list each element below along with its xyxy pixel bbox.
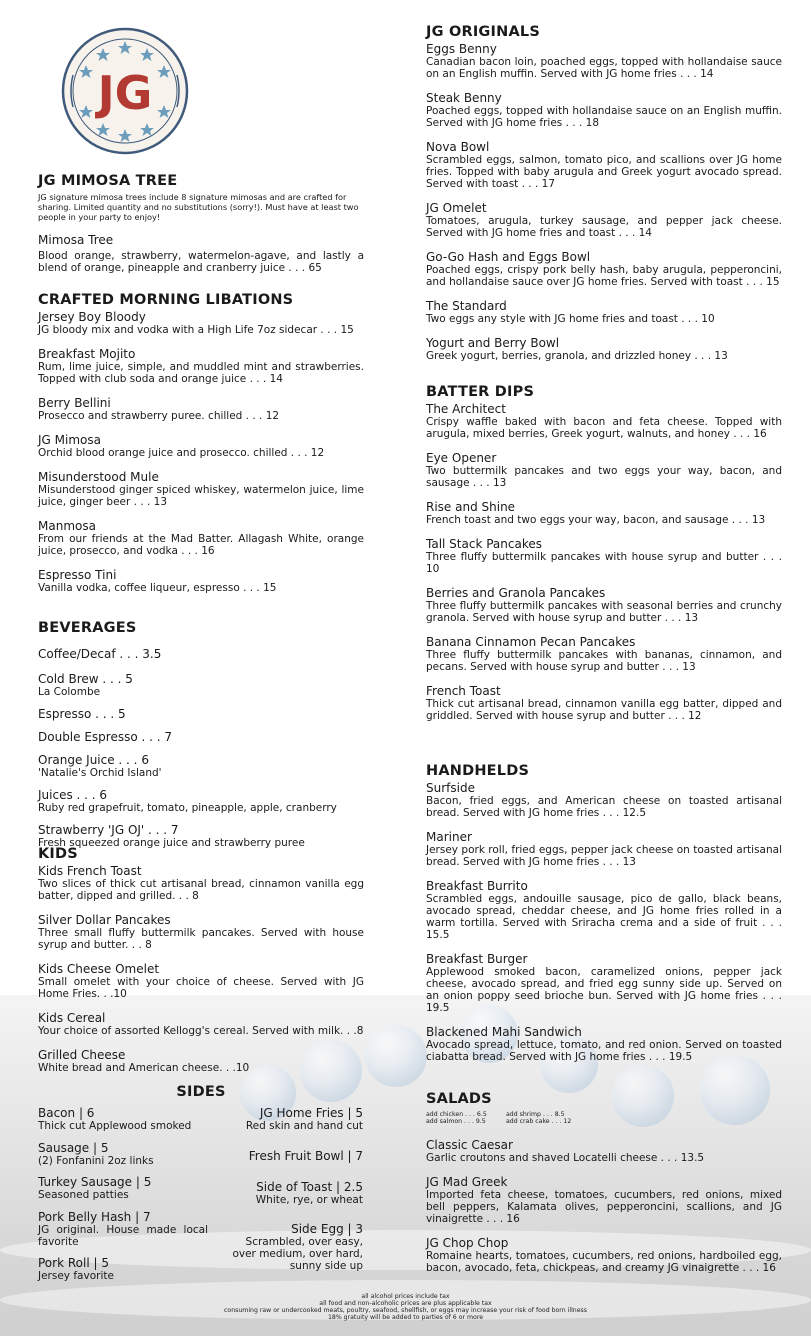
kids-section <box>38 846 364 1086</box>
salad-addons <box>426 1111 782 1125</box>
item-description: Jersey pork roll, fried eggs, pepper jack cheese on toasted artisanal bread. Served with JG home fries . . . 13 <box>426 844 782 868</box>
item-name: Banana Cinnamon Pecan Pancakes <box>426 635 636 649</box>
footer-line: all alcohol prices include tax <box>361 1293 450 1300</box>
item-description: Misunderstood ginger spiced whiskey, watermelon juice, lime juice, ginger beer . . . 13 <box>38 484 364 508</box>
menu-item <box>426 501 782 526</box>
item-description: Your choice of assorted Kellogg's cereal. Served with milk. . .8 <box>38 1025 364 1037</box>
menu-item <box>38 754 364 779</box>
item-name: Strawberry 'JG OJ' . . . 7 <box>38 823 179 837</box>
item-description: Blood orange, strawberry, watermelon-agave, and lastly a blend of orange, pineapple and cranberry juice . . . 65 <box>38 250 364 274</box>
item-name: Sausage | 5 <box>38 1141 109 1155</box>
footer-notes <box>0 1293 811 1321</box>
item-name: Turkey Sausage | 5 <box>38 1175 152 1189</box>
menu-item <box>426 43 782 80</box>
item-description: Tomatoes, arugula, turkey sausage, and pepper jack cheese. Served with JG home fries and toast . . . 14 <box>426 215 782 239</box>
addon-item: add chicken . . . 6.5 <box>426 1111 487 1118</box>
item-name: The Standard <box>426 299 507 313</box>
menu-item <box>426 831 782 868</box>
section-title: HANDHELDS <box>426 763 530 779</box>
item-description: Vanilla vodka, coffee liqueur, espresso . . . 15 <box>38 582 277 594</box>
footer-line: consuming raw or undercooked meats, poultry, seafood, shellfish, or eggs may increase your risk of food born illness <box>224 1307 587 1314</box>
item-name: Juices . . . 6 <box>38 788 108 802</box>
item-name: Kids Cereal <box>38 1011 106 1025</box>
item-description: Thick cut Applewood smoked <box>38 1120 192 1132</box>
menu-item <box>426 587 782 624</box>
item-name: Berry Bellini <box>38 396 111 410</box>
item-name: Coffee/Decaf . . . 3.5 <box>38 647 162 661</box>
item-name: Steak Benny <box>426 91 502 105</box>
item-name: Manmosa <box>38 519 96 533</box>
menu-item <box>38 963 364 1000</box>
menu-item <box>38 731 364 744</box>
section-title: CRAFTED MORNING LIBATIONS <box>38 292 294 308</box>
item-description: Three small fluffy buttermilk pancakes. Served with house syrup and butter. . . 8 <box>38 927 364 951</box>
side-item <box>183 1107 363 1132</box>
menu-item <box>426 300 782 325</box>
menu-item <box>426 1026 782 1063</box>
originals-section <box>426 24 782 374</box>
menu-item <box>38 569 364 594</box>
item-description: Three fluffy buttermilk pancakes with house syrup and butter . . . 10 <box>426 551 782 575</box>
item-description: Imported feta cheese, tomatoes, cucumbers, red onions, mixed bell peppers, Kalamata olives, pepperoncini, scallions, and JG vinaigrette . . . 16 <box>426 1189 782 1225</box>
item-name: Berries and Granola Pancakes <box>426 586 606 600</box>
section-title: JG ORIGINALS <box>426 24 540 40</box>
beverages-section <box>38 620 364 861</box>
item-name: Pork Roll | 5 <box>38 1256 109 1270</box>
item-description: Orchid blood orange juice and prosecco. chilled . . . 12 <box>38 447 325 459</box>
item-description: Ruby red grapefruit, tomato, pineapple, apple, cranberry <box>38 802 337 814</box>
item-name: The Architect <box>426 402 506 416</box>
item-name: Kids French Toast <box>38 864 142 878</box>
menu-item <box>38 234 364 274</box>
item-description: 'Natalie's Orchid Island' <box>38 767 162 779</box>
item-name: French Toast <box>426 684 501 698</box>
side-item <box>183 1150 363 1163</box>
item-description: Greek yogurt, berries, granola, and drizzled honey . . . 13 <box>426 350 728 362</box>
item-description: French toast and two eggs your way, bacon, and sausage . . . 13 <box>426 514 766 526</box>
libations-section <box>38 292 364 606</box>
item-description: Bacon, fried eggs, and American cheese on toasted artisanal bread. Served with JG home fries . . . 12.5 <box>426 795 782 819</box>
item-name: Orange Juice . . . 6 <box>38 753 149 767</box>
item-name: Eggs Benny <box>426 42 497 56</box>
menu-item <box>426 337 782 362</box>
section-title: SALADS <box>426 1091 492 1107</box>
batter-dips-section <box>426 384 782 734</box>
menu-item <box>38 520 364 557</box>
menu-item <box>38 1049 364 1074</box>
item-description: Two slices of thick cut artisanal bread, cinnamon vanilla egg batter, dipped and grilled. . . 8 <box>38 878 364 902</box>
section-title: SIDES <box>176 1084 226 1100</box>
item-name: Mariner <box>426 830 472 844</box>
item-description: (2) Fonfanini 2oz links <box>38 1155 154 1167</box>
item-description: White, rye, or wheat <box>255 1194 363 1206</box>
menu-item <box>426 452 782 489</box>
menu-item <box>426 953 782 1014</box>
item-name: Double Espresso . . . 7 <box>38 730 173 744</box>
item-name: Silver Dollar Pancakes <box>38 913 171 927</box>
item-name: JG Mad Greek <box>426 1175 508 1189</box>
menu-item <box>426 685 782 722</box>
side-item <box>183 1181 363 1206</box>
item-description: Two eggs any style with JG home fries and toast . . . 10 <box>426 313 715 325</box>
menu-item <box>38 1012 364 1037</box>
item-description: Scrambled eggs, salmon, tomato pico, and scallions over JG home fries. Topped with baby arugula and Greek yogurt avocado spread. Served with toast . . . 17 <box>426 154 782 190</box>
item-description: Three fluffy buttermilk pancakes with bananas, cinnamon, and pecans. Served with house syrup and butter . . . 13 <box>426 649 782 673</box>
section-title: KIDS <box>38 846 78 862</box>
item-description: Crispy waffle baked with bacon and feta cheese. Topped with arugula, mixed berries, Greek yogurt, walnuts, and honey . . . 16 <box>426 416 782 440</box>
item-name: Breakfast Burrito <box>426 879 528 893</box>
jg-logo-graphic <box>61 27 189 155</box>
menu-item <box>38 708 364 721</box>
item-description: Red skin and hand cut <box>245 1120 363 1132</box>
item-description: Romaine hearts, tomatoes, cucumbers, red onions, hardboiled egg, bacon, avocado, feta, chickpeas, and creamy JG vinaigrette . . . 16 <box>426 1250 782 1274</box>
item-name: Rise and Shine <box>426 500 516 514</box>
section-title: BEVERAGES <box>38 620 137 636</box>
footer-line: all food and non-alcoholic prices are plus applicable tax <box>319 1300 492 1307</box>
item-name: Side of Toast | 2.5 <box>256 1180 363 1194</box>
menu-item <box>426 636 782 673</box>
addon-item: add crab cake . . . 12 <box>506 1118 572 1125</box>
menu-item <box>426 538 782 575</box>
item-name: Go-Go Hash and Eggs Bowl <box>426 250 591 264</box>
menu-item <box>426 92 782 129</box>
item-description: White bread and American cheese. . .10 <box>38 1062 250 1074</box>
menu-item <box>38 434 364 459</box>
item-name: Fresh Fruit Bowl | 7 <box>248 1149 363 1163</box>
addon-item: add salmon . . . 9.5 <box>426 1118 486 1125</box>
item-name: Espresso Tini <box>38 568 117 582</box>
mimosa-tree-note: JG signature mimosa trees include 8 signature mimosas and are crafted for sharing. Limited quantity and no substitutions (sorry!). Must have at least two people in your party to enjoy! <box>38 192 359 222</box>
item-description: Canadian bacon loin, poached eggs, topped with hollandaise sauce on an English muffin. Served with JG home fries . . . 14 <box>426 56 782 80</box>
item-name: Cold Brew . . . 5 <box>38 672 133 686</box>
menu-item <box>38 914 364 951</box>
item-description: Fresh squeezed orange juice and strawberry puree <box>38 837 305 849</box>
item-description: Thick cut artisanal bread, cinnamon vanilla egg batter, dipped and griddled. Served with house syrup and butter . . . 12 <box>426 698 782 722</box>
footer-line: 18% gratuity will be added to parties of 6 or more <box>327 1314 484 1321</box>
sides-title-wrap <box>38 1084 364 1100</box>
item-description: Poached eggs, crispy pork belly hash, baby arugula, pepperoncini, and hollandaise sauce over JG home fries. Served with toast . . . 15 <box>426 264 782 288</box>
menu-item <box>426 202 782 239</box>
menu-item <box>38 397 364 422</box>
section-title: JG MIMOSA TREE <box>38 173 178 189</box>
addon-item: add shrimp . . . 8.5 <box>506 1111 565 1118</box>
logo-text: JG <box>97 66 153 120</box>
item-name: Pork Belly Hash | 7 <box>38 1210 151 1224</box>
item-name: JG Omelet <box>426 201 487 215</box>
menu-item <box>38 348 364 385</box>
menu-item <box>426 1139 782 1164</box>
item-name: Mimosa Tree <box>38 233 114 247</box>
item-description: Avocado spread, lettuce, tomato, and red onion. Served on toasted ciabatta bread. Served with JG home fries . . . 19.5 <box>426 1039 782 1063</box>
menu-item <box>38 311 364 336</box>
item-description: Rum, lime juice, simple, and muddled mint and strawberries. Topped with club soda and orange juice . . . 14 <box>38 361 364 385</box>
menu-item <box>426 880 782 941</box>
item-description: La Colombe <box>38 686 101 698</box>
menu-item <box>426 1176 782 1225</box>
item-name: Yogurt and Berry Bowl <box>426 336 560 350</box>
menu-item <box>426 251 782 288</box>
menu-item <box>426 141 782 190</box>
menu-item <box>426 782 782 819</box>
item-name: JG Chop Chop <box>426 1236 509 1250</box>
item-name: Breakfast Burger <box>426 952 528 966</box>
item-name: Breakfast Mojito <box>38 347 136 361</box>
item-description: Seasoned patties <box>38 1189 129 1201</box>
item-description: Garlic croutons and shaved Locatelli cheese . . . 13.5 <box>426 1152 705 1164</box>
mimosa-tree-section <box>38 173 364 286</box>
menu-item <box>426 403 782 440</box>
item-description: JG bloody mix and vodka with a High Life 7oz sidecar . . . 15 <box>38 324 354 336</box>
item-name: Bacon | 6 <box>38 1106 95 1120</box>
jg-logo <box>61 27 189 155</box>
item-name: Surfside <box>426 781 475 795</box>
item-name: Side Egg | 3 <box>291 1222 363 1236</box>
item-description: Applewood smoked bacon, caramelized onions, pepper jack cheese, avocado spread, and fried egg sunny side up. Served on an onion poppy seed brioche bun. Served with JG home fries . . . 19.5 <box>426 966 782 1014</box>
beach-ball-image <box>365 1025 427 1087</box>
item-name: Blackened Mahi Sandwich <box>426 1025 582 1039</box>
item-name: Espresso . . . 5 <box>38 707 126 721</box>
handhelds-section <box>426 763 782 1075</box>
item-name: JG Mimosa <box>38 433 101 447</box>
item-description: Prosecco and strawberry puree. chilled . . . 12 <box>38 410 280 422</box>
section-title: BATTER DIPS <box>426 384 535 400</box>
side-item <box>183 1223 363 1272</box>
item-description: Two buttermilk pancakes and two eggs your way, bacon, and sausage . . . 13 <box>426 465 782 489</box>
item-name: Misunderstood Mule <box>38 470 159 484</box>
menu-item <box>38 648 364 661</box>
item-name: Nova Bowl <box>426 140 490 154</box>
item-name: Grilled Cheese <box>38 1048 126 1062</box>
item-name: JG Home Fries | 5 <box>259 1106 363 1120</box>
item-name: Jersey Boy Bloody <box>38 310 146 324</box>
menu-item <box>426 1237 782 1274</box>
item-description: Scrambled eggs, andouille sausage, pico de gallo, black beans, avocado spread, cheddar cheese, and JG home fries rolled in a warm tortilla. Served with Sriracha crema and a side of fruit . . . 15.5 <box>426 893 782 941</box>
item-description: JG original. House made local favorite <box>38 1224 208 1248</box>
item-description: Small omelet with your choice of cheese. Served with JG Home Fries. . .10 <box>38 976 364 1000</box>
menu-item <box>38 673 364 698</box>
salads-section <box>426 1091 782 1286</box>
menu-item <box>38 471 364 508</box>
item-name: Kids Cheese Omelet <box>38 962 160 976</box>
item-description: Scrambled, over easy, over medium, over hard, sunny side up <box>232 1236 363 1272</box>
item-description: From our friends at the Mad Batter. Allagash White, orange juice, prosecco, and vodka . . . 16 <box>38 533 364 557</box>
menu-item <box>38 865 364 902</box>
menu-item <box>38 789 364 814</box>
item-description: Jersey favorite <box>38 1270 114 1282</box>
item-description: Three fluffy buttermilk pancakes with seasonal berries and crunchy granola. Served with house syrup and butter . . . 13 <box>426 600 782 624</box>
item-description: Poached eggs, topped with hollandaise sauce on an English muffin. Served with JG home fries . . . 18 <box>426 105 782 129</box>
item-name: Eye Opener <box>426 451 497 465</box>
item-name: Tall Stack Pancakes <box>426 537 542 551</box>
item-name: Classic Caesar <box>426 1138 513 1152</box>
